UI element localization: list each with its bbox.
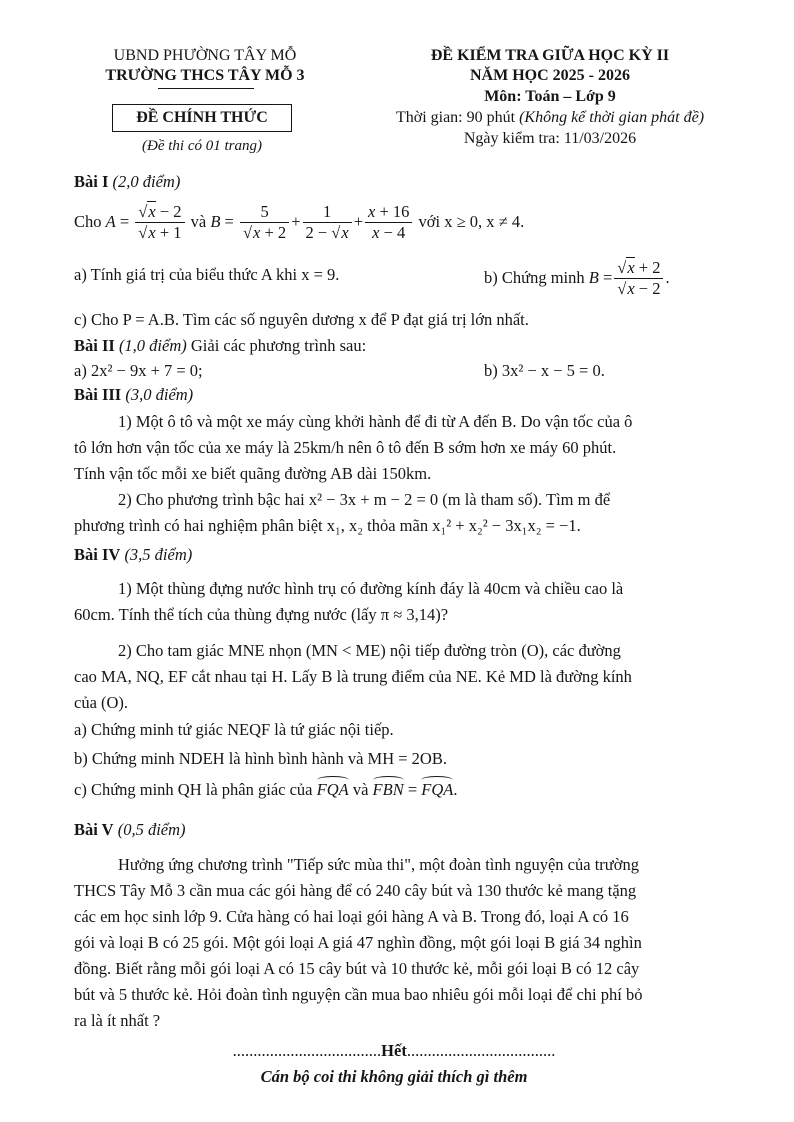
bai1-cho: Cho	[74, 212, 102, 231]
bai1-va: và	[190, 212, 207, 231]
official-exam-box: ĐỀ CHÍNH THỨC	[112, 104, 292, 132]
end-marker	[74, 1041, 714, 1061]
pages-note: (Đề thi có 01 trang)	[142, 138, 262, 154]
end-word: Hết	[381, 1041, 407, 1060]
bai1-part-b-text: b) Chứng minh	[484, 268, 585, 287]
bai4-part-c-text: c) Chứng minh QH là phân giác của	[74, 780, 313, 799]
bai4-points: (3,5 điểm)	[124, 545, 193, 564]
bai5-title: Bài V	[74, 820, 114, 839]
exam-date: Ngày kiểm tra: 11/03/2026	[463, 130, 637, 147]
bai4-part-a: a) Chứng minh tứ giác NEQF là tứ giác nội tiếp.	[74, 720, 394, 739]
bai4-title: Bài IV	[74, 545, 121, 564]
bai3-p1-line2: tô lớn hơn vận tốc của xe máy là 25km/h nên ô tô đến B sớm hơn xe máy 60 phút.	[74, 438, 617, 457]
bai2-points: (1,0 điểm)	[118, 336, 187, 355]
fraction-B1: $\frac{5}{√x + 2}$	[240, 202, 289, 243]
exam-title: ĐỀ KIỂM TRA GIỮA HỌC KỲ II	[430, 47, 670, 64]
school-year: NĂM HỌC 2025 - 2026	[470, 67, 630, 84]
subject-label: Môn: Toán – Lớp 9	[484, 88, 616, 105]
bai1-part-a: a) Tính giá trị của biểu thức A khi x = 9.	[74, 265, 340, 284]
bai5-line1: Hưởng ứng chương trình "Tiếp sức mùa thi", một đoàn tình nguyện của trường	[118, 855, 639, 874]
bai2-intro: Giải các phương trình sau:	[190, 336, 367, 355]
school-name: TRƯỜNG THCS TÂY MỖ 3	[105, 67, 305, 84]
bai3-title: Bài III	[74, 385, 122, 404]
bai3-p1-line1: 1) Một ô tô và một xe máy cùng khởi hành để đi từ A đến B. Do vận tốc của ô	[118, 412, 633, 431]
bai1-points: (2,0 điểm)	[112, 172, 181, 191]
angle-fqa: FQA	[317, 776, 349, 800]
bai4-p2-line3: của (O).	[74, 693, 129, 712]
bai3-heading	[74, 385, 193, 405]
department-name: UBND PHƯỜNG TÂY MỖ	[113, 47, 297, 64]
bai5-points: (0,5 điểm)	[117, 820, 186, 839]
end-dots-left: ....................................	[232, 1041, 382, 1060]
bai3-p1-line3: Tính vận tốc mỗi xe biết quãng đường AB dài 150km.	[74, 464, 432, 483]
bai5-line2: THCS Tây Mỗ 3 cần mua các gói hàng để có 240 cây bút và 130 thước kẻ mang tặng	[74, 881, 637, 900]
fraction-B3: $\frac{x + 16}{x - 4}$	[365, 202, 412, 243]
bai4-p1-line1: 1) Một thùng đựng nước hình trụ có đường kính đáy là 40cm và chiều cao là	[118, 579, 624, 598]
end-dots-right: ....................................	[406, 1041, 556, 1060]
bai4-part-c: c) Chứng minh QH là phân giác của FQA và FBN = FQA.	[74, 776, 457, 800]
bai4-problem-2	[74, 638, 714, 716]
bai4-p2-line1: 2) Cho tam giác MNE nhọn (MN < ME) nội tiếp đường tròn (O), các đường	[118, 641, 621, 660]
bai1-given-expressions: Cho A = $\frac{√x - 2}{√x + 1}$ và B = $\frac{5}{√x + 2}$ + $\frac{1}{2 - √x}$ + $\frac{x + 16}{x - 4}$ với x ≥ 0, x ≠ 4.	[74, 201, 525, 242]
bai1-heading	[74, 172, 180, 192]
bai1-title: Bài I	[74, 172, 109, 191]
bai5-problem	[74, 852, 714, 1034]
school-underline	[158, 88, 254, 89]
fraction-B2: $\frac{1}{2 - √x}$	[303, 202, 352, 243]
bai2-heading	[74, 336, 366, 356]
bai2-part-b: b) 3x² − x − 5 = 0.	[484, 361, 605, 380]
angle-fbn: FBN	[373, 776, 404, 800]
angle-fqa-2: FQA	[421, 776, 453, 800]
bai4-problem-1	[74, 576, 714, 628]
fraction-A: $\frac{√x - 2}{√x + 1}$	[135, 202, 184, 243]
bai1-part-b: b) Chứng minh B = $\frac{√x + 2}{√x - 2}$ .	[484, 257, 670, 298]
bai3-problem-1	[74, 409, 714, 487]
bai3-points: (3,0 điểm)	[125, 385, 194, 404]
bai4-part-b: b) Chứng minh NDEH là hình bình hành và MH = 2OB.	[74, 749, 447, 768]
bai5-heading	[74, 820, 186, 840]
time-info	[340, 109, 760, 127]
bai4-p1-line2: 60cm. Tính thể tích của thùng đựng nước (lấy π ≈ 3,14)?	[74, 605, 449, 624]
time-label: Thời gian: 90 phút	[395, 109, 516, 126]
bai3-p2-line2: phương trình có hai nghiệm phân biệt x₁, x₂ thỏa mãn x₁² + x₂² − 3x₁x₂ = −1.	[74, 516, 581, 535]
bai3-problem-2	[74, 487, 714, 539]
bai3-p2-line1: 2) Cho phương trình bậc hai x² − 3x + m − 2 = 0 (m là tham số). Tìm m để	[118, 490, 611, 509]
bai5-line4: gói và loại B có 25 gói. Một gói loại A giá 47 nghìn đồng, một gói loại B giá 34 nghìn	[74, 933, 642, 952]
bai4-heading	[74, 545, 192, 565]
time-note: (Không kể thời gian phát đề)	[519, 109, 705, 126]
bai5-line3: các em học sinh lớp 9. Cửa hàng có hai loại gói hàng A và B. Trong đó, loại A có 16	[74, 907, 629, 926]
bai4-part-c-end: .	[453, 780, 458, 799]
fraction-B-result: $\frac{√x + 2}{√x - 2}$	[614, 258, 663, 299]
bai4-p2-line2: cao MA, NQ, EF cắt nhau tại H. Lấy B là trung điểm của NE. Kẻ MD là đường kính	[74, 667, 632, 686]
bai4-part-c-and: và	[352, 780, 369, 799]
bai5-line6: bút và 5 thước kẻ. Hỏi đoàn tình nguyện cần mua bao nhiêu gói mỗi loại để chi phí bỏ	[74, 985, 643, 1004]
bai2-title: Bài II	[74, 336, 115, 355]
bai5-line7: ra là ít nhất ?	[74, 1011, 161, 1030]
bai1-condition: với x ≥ 0, x ≠ 4.	[418, 212, 525, 231]
bai1-part-c: c) Cho P = A.B. Tìm các số nguyên dương x để P đạt giá trị lớn nhất.	[74, 310, 529, 329]
bai2-part-a: a) 2x² − 9x + 7 = 0;	[74, 361, 203, 380]
bai5-line5: đồng. Biết rằng mỗi gói loại A có 15 cây bút và 10 thước kẻ, mỗi gói loại B có 12 cây	[74, 959, 640, 978]
footer-note: Cán bộ coi thi không giải thích gì thêm	[260, 1067, 528, 1086]
